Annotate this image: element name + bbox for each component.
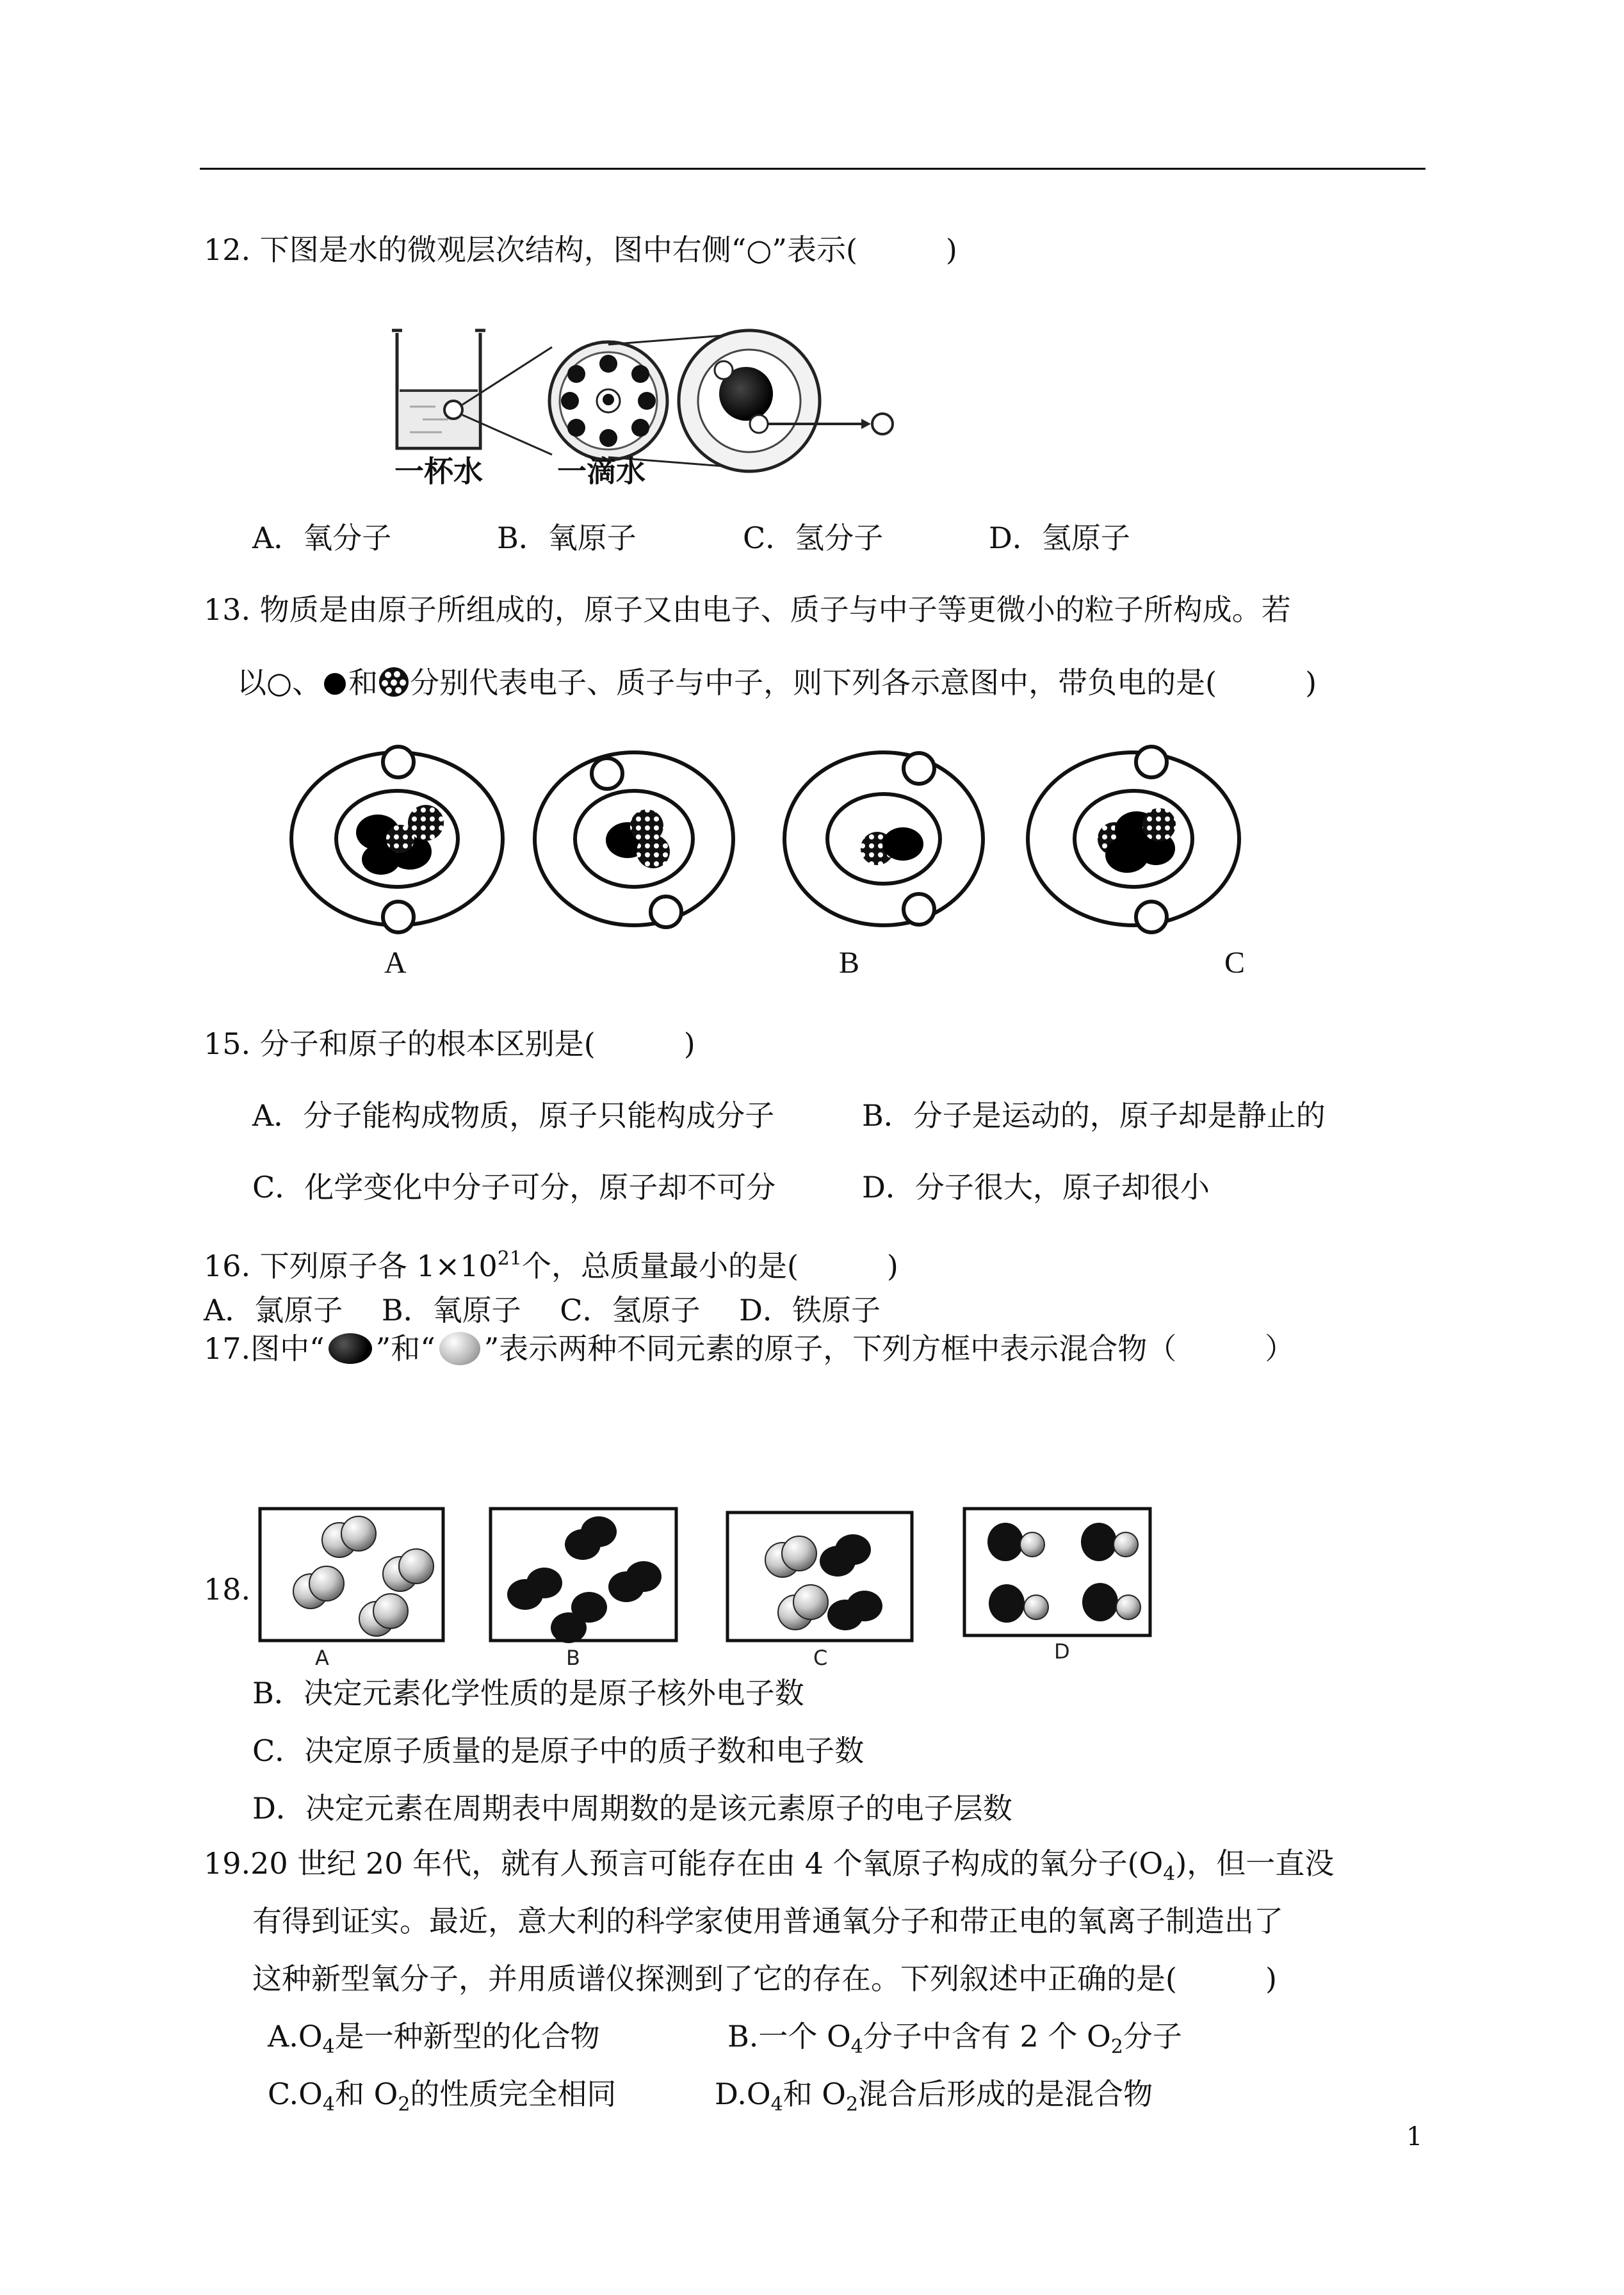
- light-atom-icon: [439, 1332, 480, 1365]
- atom-diagram-2: [535, 752, 733, 927]
- q15-option-d: D．分子很大，原子却很小: [862, 1170, 1210, 1204]
- q19-option-d: $D.O_4$和 $O_2$混合后形成的是混合物: [715, 2077, 1153, 2116]
- q12-water-figure: [384, 320, 909, 467]
- q12-option-d: D．氢原子: [989, 521, 1130, 555]
- atom-label-a: A: [384, 946, 407, 980]
- q16-options: A．氯原子 B．氧原子 C．氢原子 D．铁原子: [204, 1293, 881, 1327]
- box-label-c: C: [813, 1646, 828, 1670]
- atom-diagram-1: [291, 747, 503, 932]
- q12-text: 12. 下图是水的微观层次结构，图中右侧“○”表示( ): [204, 232, 957, 267]
- q19-line1: 19.20 世纪 20 年代，就有人预言可能存在由 4 个氧原子构成的氧分子$(O_4)$，但一直没: [204, 1846, 1335, 1885]
- q13-line2: 以○、 和 分别代表电子、质子与中子，则下列各示意图中，带负电的是( ): [237, 665, 1317, 700]
- hydrogen-atom-icon: [872, 414, 893, 434]
- q12-option-b: B．氧原子: [497, 521, 637, 555]
- box-b: [491, 1509, 676, 1643]
- atom-diagram-3: [784, 752, 983, 925]
- box-c: [727, 1512, 912, 1641]
- box-a: [260, 1509, 443, 1641]
- q15-text: 15. 分子和原子的根本区别是( ): [204, 1026, 695, 1061]
- atom-label-c: C: [1224, 946, 1246, 980]
- q18-option-b: B．决定元素化学性质的是原子核外电子数: [252, 1676, 804, 1710]
- dark-atom-icon: [329, 1333, 372, 1364]
- box-label-b: B: [566, 1646, 580, 1670]
- q19-option-c: $C.O_4$和 $O_2$的性质完全相同: [268, 2077, 617, 2116]
- proton-icon: [324, 673, 346, 695]
- page-number: 1: [1406, 2122, 1423, 2152]
- q13-line1: 13. 物质是由原子所组成的，原子又由电子、质子与中子等更微小的粒子所构成。若: [204, 592, 1291, 627]
- q19-option-b: B.一个 $O_4$分子中含有 2 个 $O_2$分子: [727, 2019, 1182, 2058]
- water-molecules: [561, 355, 656, 447]
- box-label-a: A: [315, 1646, 329, 1670]
- q18-number: 18.: [204, 1572, 251, 1607]
- q16-text: 16. 下列原子各 $1\times 10^{21}$个，总质量最小的是( ): [204, 1247, 898, 1283]
- q19-option-a: $A.O_4$是一种新型的化合物: [268, 2019, 600, 2058]
- q19-line2: 有得到证实。最近，意大利的科学家使用普通氧分子和带正电的氧离子制造出了: [252, 1904, 1283, 1938]
- q19-line3: 这种新型氧分子，并用质谱仪探测到了它的存在。下列叙述中正确的是( ): [252, 1961, 1277, 1996]
- q15-option-a: A．分子能构成物质，原子只能构成分子: [252, 1098, 775, 1133]
- atom-label-b: B: [839, 946, 860, 980]
- label-cup: 一杯水: [394, 454, 483, 489]
- neutron-icon: [378, 666, 410, 698]
- q17-text: 17.图中“ ”和“ ”表示两种不同元素的原子，下列方框中表示混合物（ ）: [204, 1331, 1295, 1366]
- header-rule: [200, 168, 1425, 170]
- atom-diagram-4: [1028, 747, 1239, 932]
- box-d: [964, 1509, 1150, 1635]
- box-label-d: D: [1054, 1639, 1070, 1664]
- q12-option-a: A．氧分子: [252, 521, 392, 555]
- label-drop: 一滴水: [557, 454, 646, 489]
- q18-option-c: C．决定原子质量的是原子中的质子数和电子数: [252, 1733, 865, 1768]
- q15-option-b: B．分子是运动的，原子却是静止的: [862, 1098, 1326, 1133]
- q15-option-c: C．化学变化中分子可分，原子却不可分: [252, 1170, 776, 1204]
- q18-option-d: D．决定元素在周期表中周期数的是该元素原子的电子层数: [252, 1791, 1012, 1826]
- q12-option-c: C．氢分子: [743, 521, 884, 555]
- drop-marker-circle: [444, 401, 462, 419]
- q13-atom-diagrams: [275, 743, 1300, 948]
